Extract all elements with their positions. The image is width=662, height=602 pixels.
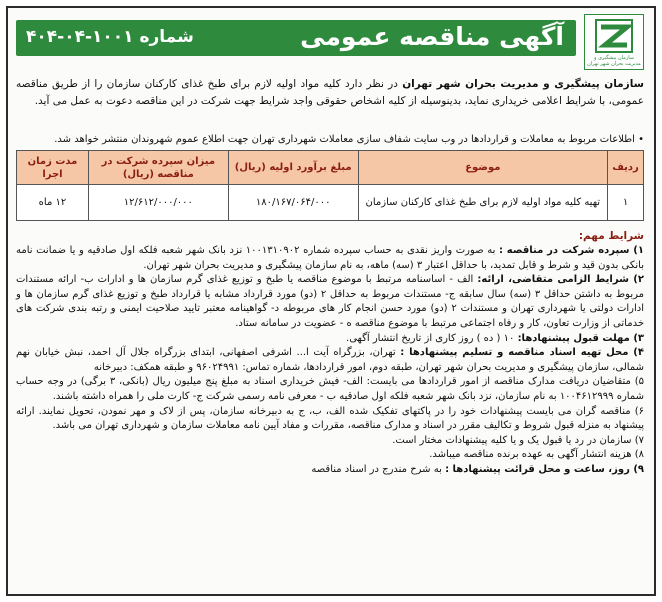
condition-item [16,448,644,463]
conditions-title: شرایط مهم: [578,230,644,242]
condition-text: الف - اساسنامه مرتبط با موضوع مناقصه یا طبخ و توزیع غذای گرم سازمان ها و ادارات ب- ارائه مستندات مربوط به داشتن حداقل ۳ (سه) سال سابقه ج- مستندات مربوط به حداقل ۲ (دو) مورد قرارداد مشابه یا قرارداد طبخ و توزیع غذای گرم سازمان ها و ادارات دولتی یا شهرداری تهران و مستندات ۲ (دو) مورد حسن انجام کار های مربوطه د- گواهینامه معتبر تایید صلاحیت ایمنی و رتبه بندی شرکت های خدماتی از وزارت تعاون، کار و رفاه اجتماعی مرتبط با موضوع مناقصه ه - عضویت در سامانه ستاد. [16,274,644,329]
cell-duration: ۱۲ ماه [17,185,89,221]
condition-item [16,346,644,375]
col-header-estimate: مبلغ برآورد اولیه (ریال) [228,151,358,185]
notice-title: آگهی مناقصه عمومی [300,22,564,51]
condition-item [16,375,644,404]
tender-notice [6,6,656,596]
condition-text: ۸) هزینه انتشار آگهی به عهده برنده مناقصه میباشد. [429,449,644,461]
condition-item [16,405,644,434]
col-header-duration: مدت زمان اجرا [17,151,89,185]
organization-name: سازمان پیشگیری و مدیریت بحران شهر تهران [402,78,644,90]
conditions-list [16,244,644,478]
cell-row-number: ۱ [608,185,644,221]
condition-label: ۱) سپرده شرکت در مناقصه : [498,245,644,256]
cell-deposit: ۱۲/۶۱۲/۰۰۰/۰۰۰ [88,185,228,221]
col-header-deposit: میزان سپرده شرکت در مناقصه (ریال) [88,151,228,185]
condition-text: به صورت واریز نقدی به حساب سپرده شماره ۱۰۰۱۳۱۰۹۰۲ نزد بانک شهر شعبه فلکه اول صادقیه و یا ضمانت نامه بانکی بدون قید و شرط و قابل تمدید، با حداقل اعتبار ۳ (سه) ماهه، به نام سازمان پیشگیری و مدیریت بحران شهر تهران. [16,245,644,271]
cell-subject: تهیه کلیه مواد اولیه لازم برای طبخ غذای کارکنان سازمان [358,185,607,221]
col-header-row-number: ردیف [608,151,644,185]
tender-table [16,150,644,221]
condition-text: ۶) مناقصه گران می بایست پیشنهادات خود را در پاکتهای تفکیک شده الف، ب، ج به دبیرخانه سازمان، پس از لاک و مهر نمودن، تحویل نمایند. ارائه پیشنهاد به منزله قبول شروط و تکالیف مقرر در اسناد و مدارک مناقصه، مقررات و مفاد آیین نامه معاملات سازمان و شهرداری تهران می باشد. [16,405,644,432]
condition-item [16,463,644,478]
table-header-row [17,151,644,185]
table-row [17,185,644,221]
logo-emblem-icon [595,19,633,53]
condition-label: ۴) محل تهیه اسناد مناقصه و تسلیم پیشنهادها : [400,347,644,359]
logo-caption: سازمان پیشگیری و مدیریت بحران شهر تهران [587,55,641,67]
condition-item [16,273,644,331]
condition-text: تهران، بزرگراه آیت ا... اشرفی اصفهانی، ابتدای بزرگراه جلال آل احمد، نبش خیابان نهم شمالی، سازمان پیشگیری و مدیریت بحران شهر تهران، طبقه دوم، امور قراردادها، شماره تماس: ۹۶۰۲۴۹۹۱ و طبقه همکف: دبیرخانه [16,347,644,373]
notice-header [8,8,654,74]
col-header-subject: موضوع [358,151,607,185]
intro-body: در نظر دارد کلیه مواد اولیه لازم برای طبخ غذای کارکنان سازمان را از طریق مناقصه عمومی، با شرایط اعلامی خریداری نماید، بدینوسیله از کلیه اشخاص حقوقی واجد شرایط جهت شرکت در این مناقصه دعوت به عمل می آید. [16,78,644,107]
condition-text: به شرح مندرج در اسناد مناقصه [311,463,446,475]
title-banner [16,20,576,56]
condition-label: ۳) مهلت قبول پیشنهادها: [517,332,644,344]
condition-item [16,244,644,273]
organization-logo [584,14,644,70]
condition-item [16,332,644,347]
cell-estimate: ۱۸۰/۱۶۷/۰۶۴/۰۰۰ [228,185,358,221]
condition-text: ۷) سازمان در رد یا قبول یک و یا کلیه پیشنهادات مختار است. [392,434,644,446]
condition-text: ۱۰ ( ده ) روز کاری از تاریخ انتشار آگهی. [346,332,518,344]
intro-paragraph [16,76,644,110]
notice-number: شماره ۱۰۰۱-۰۴-۴۰۴ [26,27,194,47]
transparency-note: • اطلاعات مربوط به معاملات و قراردادها در وب سایت شفاف سازی معاملات شهرداری تهران جهت اطلاع عموم شهروندان منتشر خواهد شد. [54,134,644,145]
condition-item [16,434,644,449]
condition-label: ۹) روز، ساعت و محل قرائت پیشنهادها : [445,463,644,475]
condition-label: ۲) شرایط الزامی متقاضی، ارائه: [477,274,644,286]
condition-text: ۵) متقاضیان دریافت مدارک مناقصه از امور قراردادها می بایست: الف- فیش خریداری اسناد به مبلغ پنج میلیون ریال (بانکی، ۳ برگی) در وجه حساب شماره ۱۰۰۴۶۱۲۹۹۹ به نام سازمان، نزد بانک شهر شعبه فلکه اول صادقیه ب - معرفی نامه رسمی شرکت ج- کارت ملی را همراه داشته باشند. [16,376,644,402]
